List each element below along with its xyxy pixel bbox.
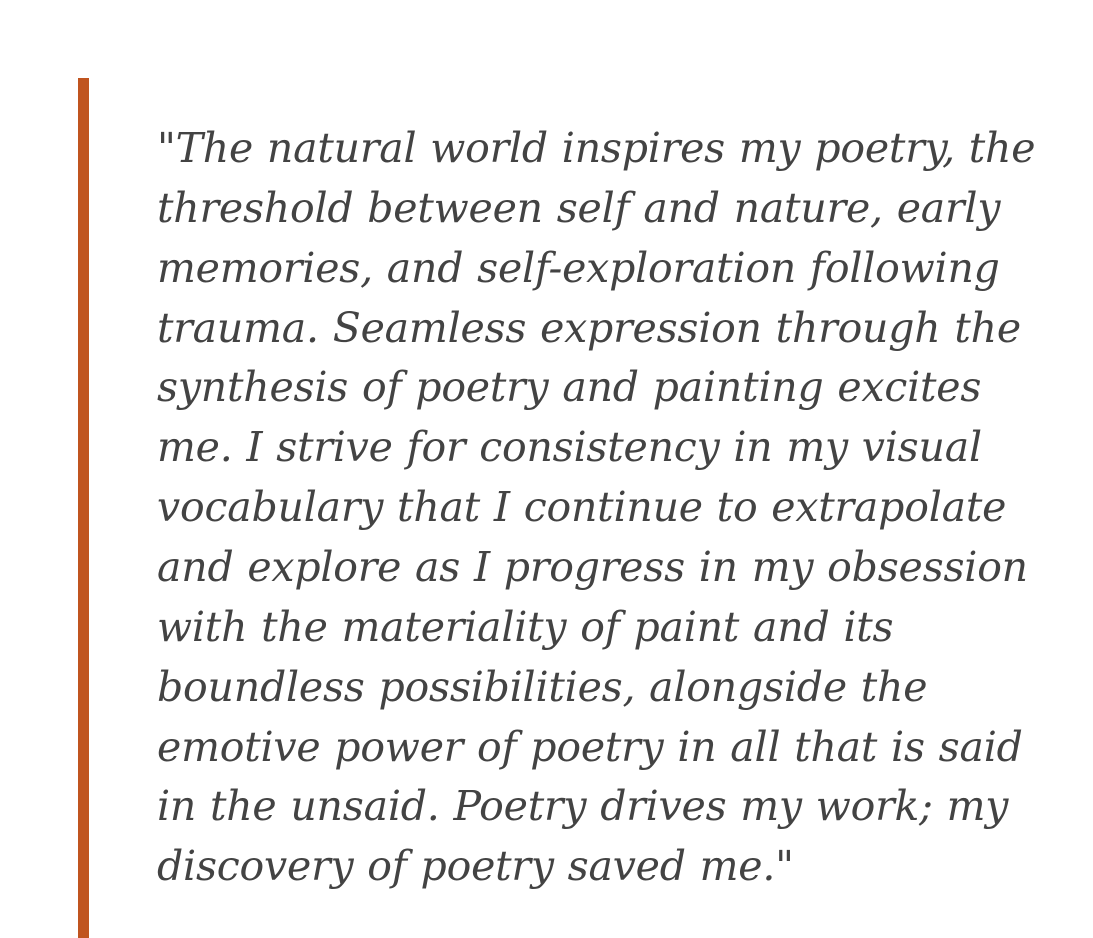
quote-block	[78, 78, 1077, 938]
quote-text: "The natural world inspires my poetry, the threshold between self and nature, early memories, and self-exploration following trauma. Seamless expression through the synthesis of poetry and painting excites me. I strive for consistency in my visual vocabulary that I continue to extrapolate and explore as I progress in my obsession with the materiality of paint and its boundless possibilities, alongside the emotive power of poetry in all that is said in the unsaid. Poetry drives my work; my discovery of poetry saved me."	[157, 124, 1036, 891]
accent-bar	[78, 78, 89, 938]
